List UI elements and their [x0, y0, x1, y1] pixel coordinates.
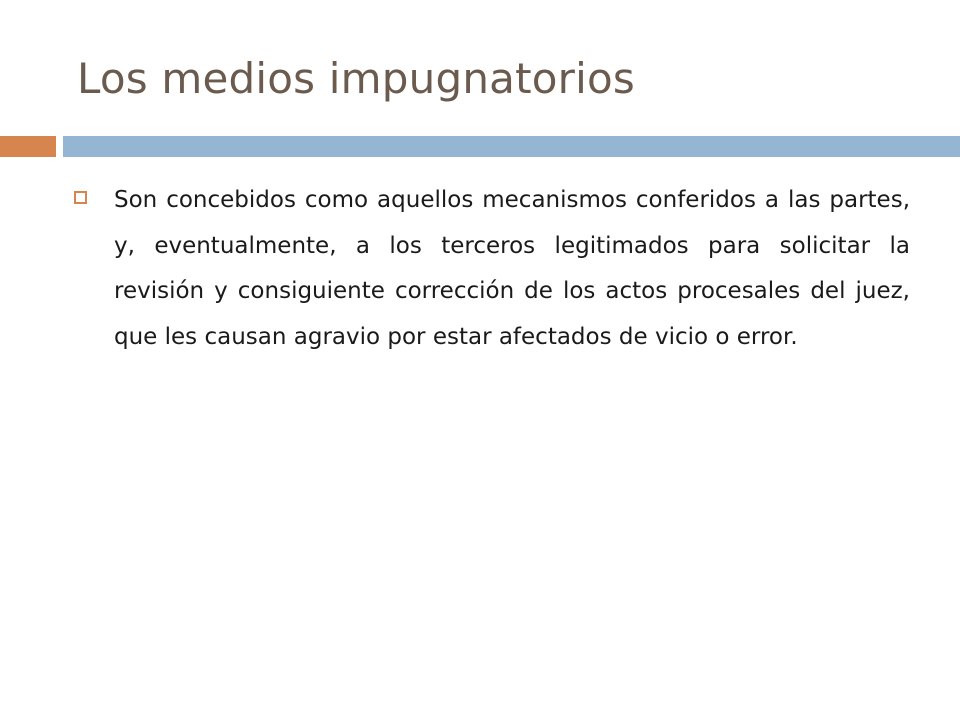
title-divider-bar-blue [63, 136, 960, 157]
bullet-item [74, 178, 912, 360]
title-accent-bar-orange [0, 136, 56, 157]
bullet-text: Son concebidos como aquellos mecanismos conferidos a las partes, y, eventualmente, a los terceros legitimados para solicitar la revisión y consiguiente corrección de los actos procesales del juez, que les causan agravio por estar afectados de vicio o error. [114, 187, 910, 350]
slide-title: Los medios impugnatorios [77, 54, 635, 103]
hollow-square-bullet-icon [74, 191, 87, 204]
